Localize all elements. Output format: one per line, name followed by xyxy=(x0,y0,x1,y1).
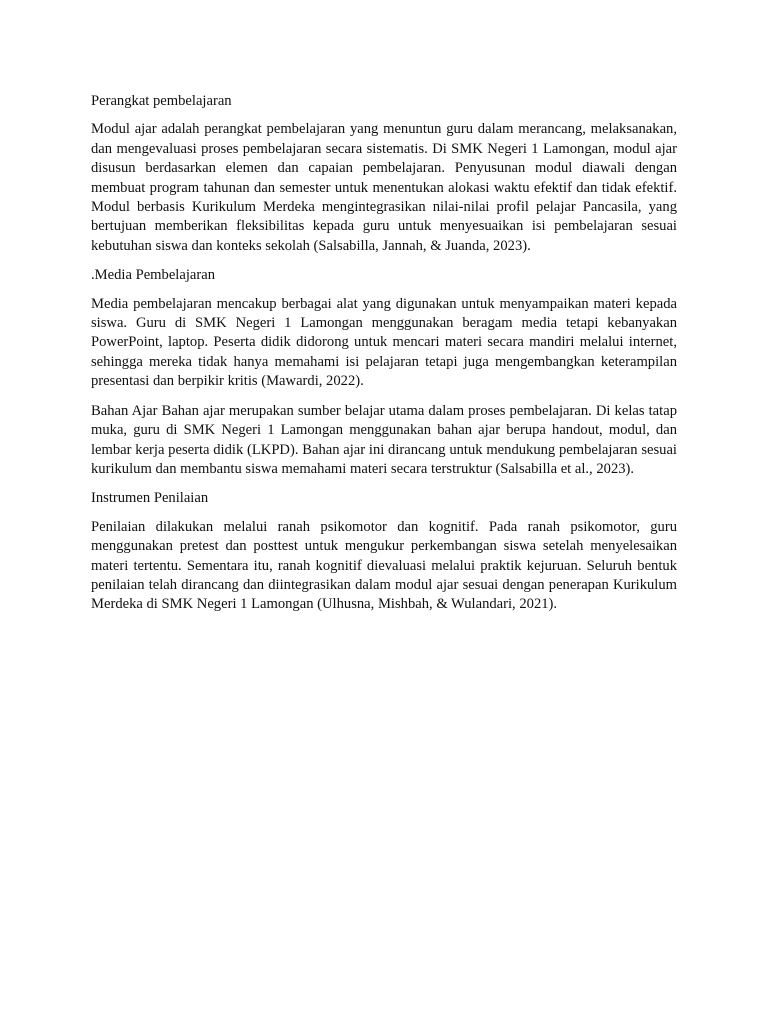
paragraph-bahan-ajar: Bahan Ajar Bahan ajar merupakan sumber belajar utama dalam proses pembelajaran. Di kelas tatap muka, guru di SMK Negeri 1 Lamongan menggunakan bahan ajar berupa handout, modul, dan lembar kerja peserta didik (LKPD). Bahan ajar ini dirancang untuk mendukung pembelajaran sesuai kurikulum dan membantu siswa memahami materi secara terstruktur (Salsabilla et al., 2023). xyxy=(91,402,677,477)
section-heading-perangkat: Perangkat pembelajaran xyxy=(91,93,232,109)
paragraph-modul-ajar: Modul ajar adalah perangkat pembelajaran yang menuntun guru dalam merancang, melaksanakan, dan mengevaluasi proses pembelajaran secara sistematis. Di SMK Negeri 1 Lamongan, modul ajar disusun berdasarkan elemen dan capaian pembelajaran. Penyusunan modul diawali dengan membuat program tahunan dan semester untuk menentukan alokasi waktu efektif dan tidak efektif. Modul berbasis Kurikulum Merdeka mengintegrasikan nilai-nilai profil pelajar Pancasila, yang bertujuan memberikan fleksibilitas kepada guru untuk menyesuaikan isi pembelajaran sesuai kebutuhan siswa dan konteks sekolah (Salsabilla, Jannah, & Juanda, 2023). xyxy=(91,121,677,254)
section-heading-media: .Media Pembelajaran xyxy=(91,267,215,284)
paragraph-penilaian: Penilaian dilakukan melalui ranah psikomotor dan kognitif. Pada ranah psikomotor, guru menggunakan pretest dan posttest untuk mengukur perkembangan siswa setelah menyelesaikan materi tertentu. Sementara itu, ranah kognitif dievaluasi melalui praktik kejuruan. Seluruh bentuk penilaian telah dirancang dan diintegrasikan dalam modul ajar sesuai dengan penerapan Kurikulum Merdeka di SMK Negeri 1 Lamongan (Ulhusna, Mishbah, & Wulandari, 2021). xyxy=(91,518,677,613)
paragraph-media: Media pembelajaran mencakup berbagai alat yang digunakan untuk menyampaikan materi kepada siswa. Guru di SMK Negeri 1 Lamongan menggunakan beragam media tetapi kebanyakan PowerPoint, laptop. Peserta didik didorong untuk mencari materi secara mandiri melalui internet, sehingga mereka tidak hanya memahami isi pelajaran tetapi juga mengembangkan keterampilan presentasi dan berpikir kritis (Mawardi, 2022). xyxy=(91,295,677,390)
document-page xyxy=(91,92,677,625)
section-heading-instrumen: Instrumen Penilaian xyxy=(91,490,209,507)
